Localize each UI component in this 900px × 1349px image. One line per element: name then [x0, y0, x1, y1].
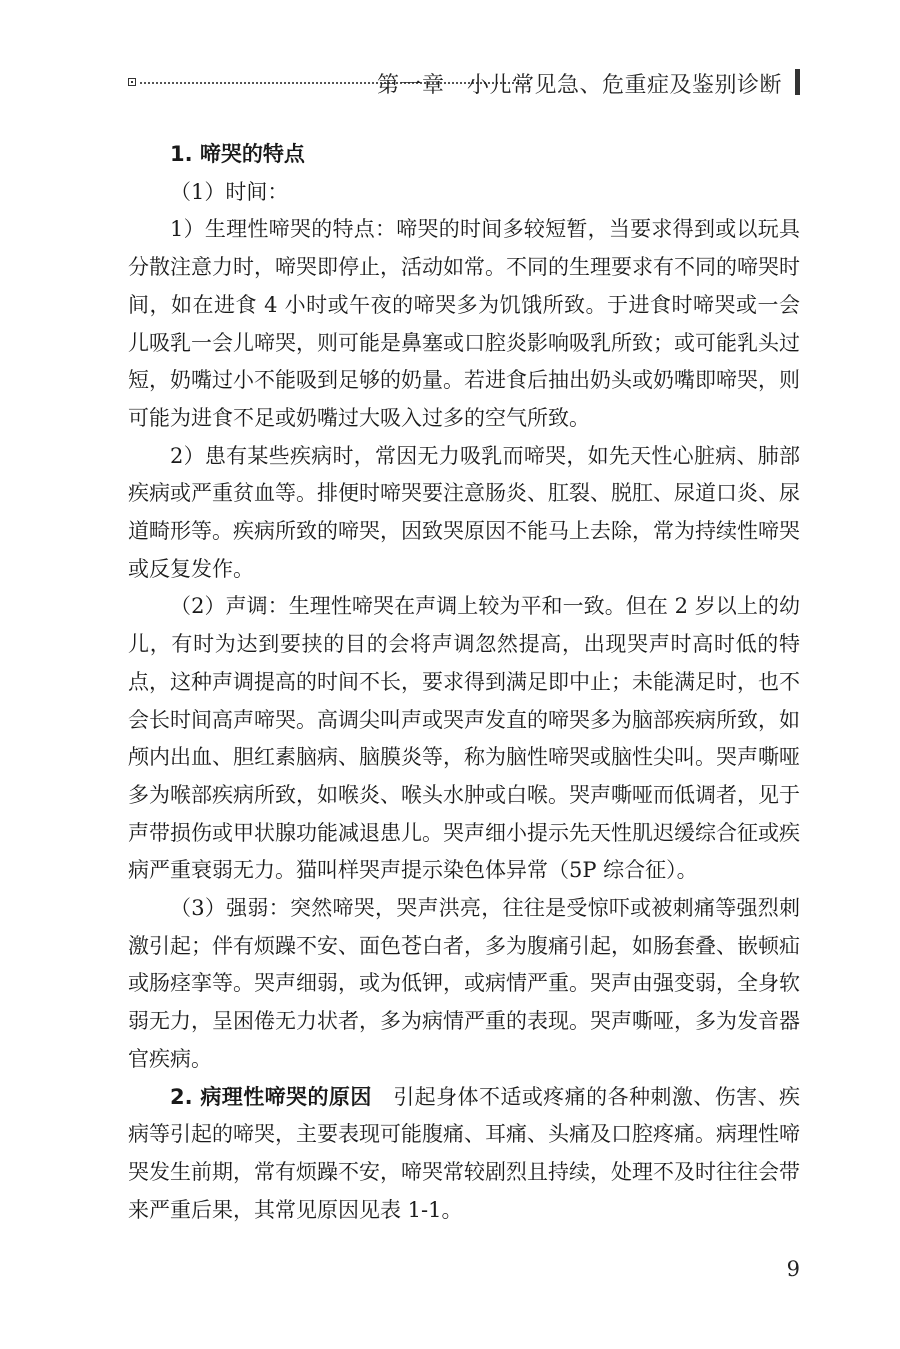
header-vertical-bar: [795, 69, 800, 95]
paragraph-strength: （3）强弱：突然啼哭，哭声洪亮，往往是受惊吓或被刺痛等强烈刺激引起；伴有烦躁不安、面色苍白者，多为腹痛引起，如肠套叠、嵌顿疝或肠痉挛等。哭声细弱，或为低钾，或病情严重。哭声由强变弱，全身软弱无力，呈困倦无力状者，多为病情严重的表现。哭声嘶哑，多为发音器官疾病。: [128, 896, 800, 1071]
header-square-icon: [128, 78, 136, 86]
section-1-heading: 1. 啼哭的特点: [170, 142, 305, 166]
paragraph-tone: （2）声调：生理性啼哭在声调上较为平和一致。但在 2 岁以上的幼儿，有时为达到要挟的目的会将声调忽然提高，出现哭声时高时低的特点，这种声调提高的时间不长，要求得到满足即中止；未能满足时，也不会长时间高声啼哭。高调尖叫声或哭声发直的啼哭多为脑部疾病所致，如颅内出血、胆红素脑病、脑膜炎等，称为脑性啼哭或脑性尖叫。哭声嘶哑多为喉部疾病所致，如喉炎、喉头水肿或白喉。哭声嘶哑而低调者，见于声带损伤或甲状腺功能减退患儿。哭声细小提示先天性肌迟缓综合征或疾病严重衰弱无力。猫叫样哭声提示染色体异常（5P 综合征）。: [128, 594, 800, 883]
page-body: [128, 136, 800, 1229]
section-2-body: 引起身体不适或疼痛的各种刺激、伤害、疾病等引起的啼哭，主要表现可能腹痛、耳痛、头痛及口腔疼痛。病理性啼哭发生前期，常有烦躁不安，啼哭常较剧烈且持续，处理不及时往往会带来严重后果，其常见原因见表 1-1。: [128, 1084, 801, 1222]
page-number: 9: [786, 1257, 800, 1281]
section-2-heading: 2. 病理性啼哭的原因: [170, 1084, 372, 1109]
time-subheading: （1）时间：: [170, 179, 289, 204]
running-header: [128, 66, 800, 100]
chapter-title: 第一章 小儿常见急、危重症及鉴别诊断: [376, 73, 782, 98]
paragraph-disease-crying: 2）患有某些疾病时，常因无力吸乳而啼哭，如先天性心脏病、肺部疾病或严重贫血等。排便时啼哭要注意肠炎、肛裂、脱肛、尿道口炎、尿道畸形等。疾病所致的啼哭，因致哭原因不能马上去除，常为持续性啼哭或反复发作。: [128, 443, 800, 581]
paragraph-pathological-causes: [128, 1079, 800, 1230]
paragraph-physiological-crying: 1）生理性啼哭的特点：啼哭的时间多较短暂，当要求得到或以玩具分散注意力时，啼哭即停止，活动如常。不同的生理要求有不同的啼哭时间，如在进食 4 小时或午夜的啼哭多为饥饿所致。于进食时啼哭或一会儿吸乳一会儿啼哭，则可能是鼻塞或口腔炎影响吸乳所致；或可能乳头过短，奶嘴过小不能吸到足够的奶量。若进食后抽出奶头或奶嘴即啼哭，则可能为进食不足或奶嘴过大吸入过多的空气所致。: [128, 217, 800, 430]
